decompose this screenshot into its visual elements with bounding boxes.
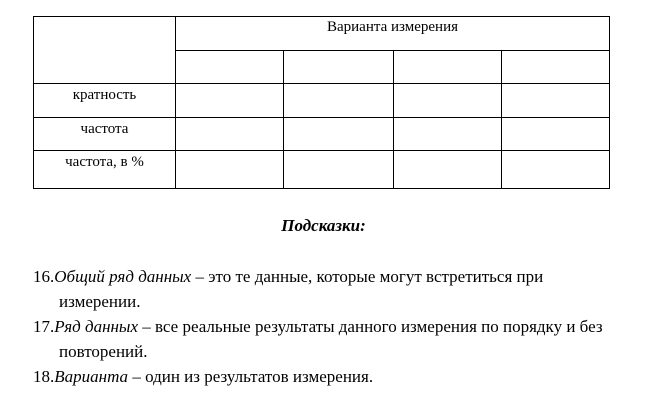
hint-item <box>33 364 623 389</box>
table-cell <box>176 118 284 151</box>
hint-term: Варианта <box>54 367 129 386</box>
table-cell <box>176 151 284 189</box>
table-corner-cell <box>34 17 176 84</box>
hint-text: – это те данные, которые могут встретиться при измерении. <box>59 267 544 311</box>
table-row <box>34 84 610 118</box>
table-cell <box>502 118 610 151</box>
table-cell <box>176 51 284 84</box>
table-header: Варианта измерения <box>176 17 610 51</box>
table-row <box>34 118 610 151</box>
table-cell <box>394 84 502 118</box>
hint-item <box>33 264 623 314</box>
hint-item <box>33 314 623 364</box>
hint-number: 16. <box>33 267 55 286</box>
hints-list <box>33 264 623 389</box>
table-cell <box>176 84 284 118</box>
hints-heading: Подсказки: <box>281 216 366 235</box>
hint-term: Общий ряд данных <box>54 267 192 286</box>
table-cell <box>502 51 610 84</box>
table-cell <box>284 84 394 118</box>
hint-number: 17. <box>33 317 55 336</box>
hint-term: Ряд данных <box>54 317 138 336</box>
row-label-multiplicity: кратность <box>34 84 176 118</box>
table-cell <box>284 118 394 151</box>
row-label-frequency-percent: частота, в % <box>34 151 176 189</box>
hint-text: – один из результатов измерения. <box>128 367 374 386</box>
measurement-table <box>33 16 610 189</box>
table-cell <box>284 51 394 84</box>
table-cell <box>394 151 502 189</box>
table-cell <box>284 151 394 189</box>
table-cell <box>394 51 502 84</box>
table-cell <box>502 151 610 189</box>
hint-text: – все реальные результаты данного измерения по порядку и без повторений. <box>59 317 603 361</box>
table-cell <box>394 118 502 151</box>
row-label-frequency: частота <box>34 118 176 151</box>
table-cell <box>502 84 610 118</box>
hint-number: 18. <box>33 367 55 386</box>
table-row <box>34 151 610 189</box>
